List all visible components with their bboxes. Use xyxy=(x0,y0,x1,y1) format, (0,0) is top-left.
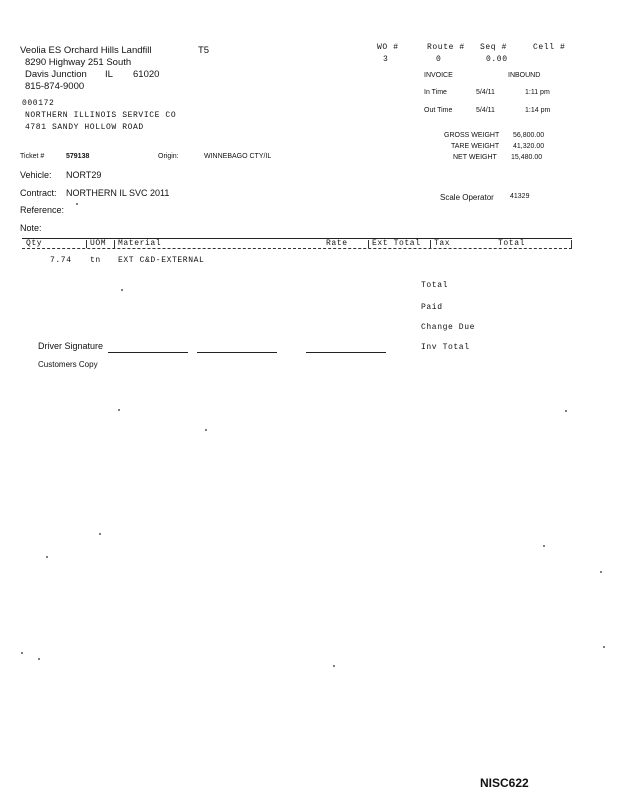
signature-line xyxy=(197,352,277,353)
row-uom: tn xyxy=(90,256,101,265)
origin-label: Origin: xyxy=(158,153,179,160)
change-due-label: Change Due xyxy=(421,323,476,332)
origin-value: WINNEBAGO CTY/IL xyxy=(204,153,272,160)
col-material: Material xyxy=(118,239,162,248)
seq-value: 0.00 xyxy=(486,55,508,64)
gross-weight-value: 56,800.00 xyxy=(513,132,545,139)
route-label: Route # xyxy=(427,43,465,52)
direction-label: INBOUND xyxy=(508,72,541,79)
contract-value: NORTHERN IL SVC 2011 xyxy=(66,188,170,198)
driver-signature-label: Driver Signature xyxy=(38,341,104,351)
scan-speck xyxy=(21,652,23,654)
out-time-label: Out Time xyxy=(424,107,453,114)
net-weight-value: 15,480.00 xyxy=(511,154,543,161)
net-weight-label: NET WEIGHT xyxy=(453,154,497,161)
out-time: 1:14 pm xyxy=(525,107,551,114)
col-divider xyxy=(430,240,431,248)
scan-speck xyxy=(46,556,48,558)
company-zip: 61020 xyxy=(133,69,160,80)
col-total: Total xyxy=(498,239,526,248)
paid-label: Paid xyxy=(421,303,443,312)
signature-line xyxy=(108,352,188,353)
scan-speck xyxy=(99,533,101,535)
company-name: Veolia ES Orchard Hills Landfill xyxy=(20,45,152,56)
table-header-underline xyxy=(22,248,572,249)
invoice-label: INVOICE xyxy=(424,72,453,79)
seq-label: Seq # xyxy=(480,43,508,52)
col-divider xyxy=(86,240,87,248)
col-divider xyxy=(114,240,115,248)
scale-operator-value: 41329 xyxy=(510,193,530,200)
customer-id: 000172 xyxy=(22,99,55,108)
col-divider xyxy=(571,240,572,248)
ticket-label: Ticket # xyxy=(20,153,45,160)
cell-label: Cell # xyxy=(533,43,566,52)
signature-line xyxy=(306,352,386,353)
total-label: Total xyxy=(421,281,449,290)
wo-value: 3 xyxy=(383,55,389,64)
scan-speck xyxy=(543,545,545,547)
note-label: Note: xyxy=(20,223,42,233)
ticket-number: 579138 xyxy=(66,153,90,160)
col-tax: Tax xyxy=(434,239,451,248)
customers-copy-label: Customers Copy xyxy=(38,360,98,369)
scan-speck xyxy=(565,410,567,412)
company-state: IL xyxy=(105,69,113,80)
row-qty: 7.74 xyxy=(50,256,72,265)
col-divider xyxy=(368,240,369,248)
wo-label: WO # xyxy=(377,43,399,52)
in-time: 1:11 pm xyxy=(525,89,550,96)
scan-speck xyxy=(603,646,605,648)
customer-name: NORTHERN ILLINOIS SERVICE CO xyxy=(25,111,177,120)
in-date: 5/4/11 xyxy=(476,89,495,96)
scan-speck xyxy=(38,658,40,660)
reference-label: Reference: xyxy=(20,205,65,215)
col-rate: Rate xyxy=(326,239,348,248)
bates-number: NISC622 xyxy=(480,776,529,790)
route-value: 0 xyxy=(436,55,442,64)
out-date: 5/4/11 xyxy=(476,107,495,114)
company-city: Davis Junction xyxy=(25,69,87,80)
col-uom: UOM xyxy=(90,239,107,248)
tare-weight-label: TARE WEIGHT xyxy=(451,143,500,150)
vehicle-label: Vehicle: xyxy=(20,170,52,180)
col-ext-total: Ext Total xyxy=(372,239,421,248)
contract-label: Contract: xyxy=(20,188,57,198)
gross-weight-label: GROSS WEIGHT xyxy=(444,132,500,139)
site-code: T5 xyxy=(198,45,210,56)
company-address: 8290 Highway 251 South xyxy=(25,57,132,68)
scan-speck xyxy=(205,429,207,431)
tare-weight-value: 41,320.00 xyxy=(513,143,545,150)
row-material: EXT C&D-EXTERNAL xyxy=(118,256,205,265)
scale-operator-label: Scale Operator xyxy=(440,193,494,202)
scan-speck xyxy=(333,665,335,667)
inv-total-label: Inv Total xyxy=(421,343,470,352)
scan-speck xyxy=(121,289,123,291)
in-time-label: In Time xyxy=(424,89,447,96)
col-qty: Qty xyxy=(26,239,43,248)
customer-address: 4781 SANDY HOLLOW ROAD xyxy=(25,123,144,132)
scan-speck xyxy=(118,409,120,411)
company-phone: 815-874-9000 xyxy=(25,81,85,92)
scan-speck xyxy=(600,571,602,573)
scan-speck xyxy=(76,203,78,205)
vehicle-value: NORT29 xyxy=(66,170,102,180)
